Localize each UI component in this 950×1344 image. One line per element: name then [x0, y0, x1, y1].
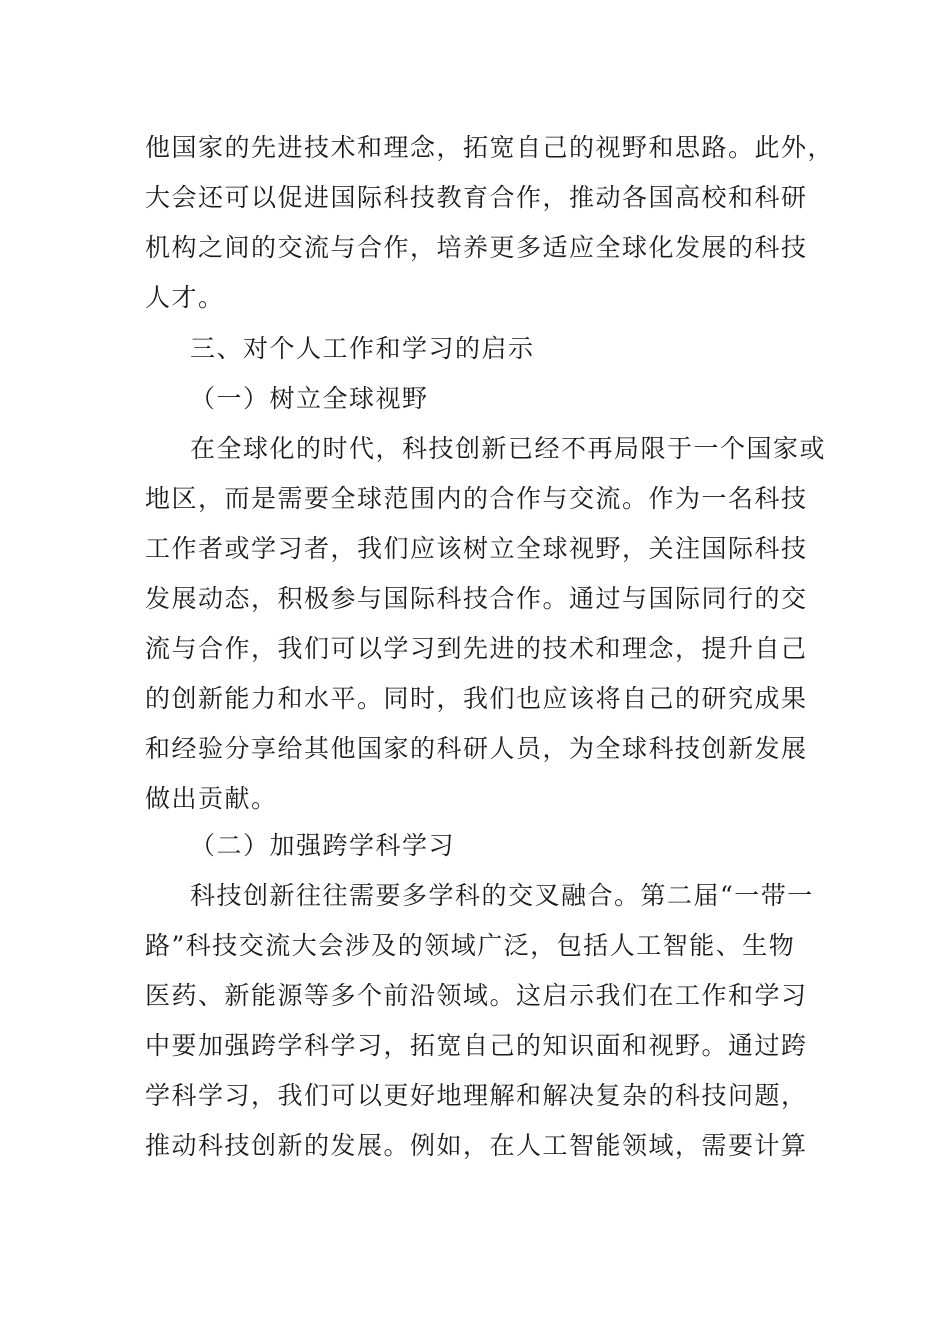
paragraph-line: 他国家的先进技术和理念，拓宽自己的视野和思路。此外， — [145, 133, 835, 162]
paragraph-line: 科技创新往往需要多学科的交叉融合。第二届“一带一 — [190, 881, 814, 910]
paragraph-line: 推动科技创新的发展。例如，在人工智能领域，需要计算 — [145, 1131, 808, 1160]
paragraph-line: 做出贡献。 — [145, 784, 278, 813]
paragraph-line: 工作者或学习者，我们应该树立全球视野，关注国际科技 — [145, 534, 808, 563]
paragraph-line: 和经验分享给其他国家的科研人员，为全球科技创新发展 — [145, 734, 808, 763]
paragraph-line: 人才。 — [145, 283, 225, 312]
paragraph-line: 流与合作，我们可以学习到先进的技术和理念，提升自己 — [145, 634, 808, 663]
paragraph-line: 发展动态，积极参与国际科技合作。通过与国际同行的交 — [145, 584, 808, 613]
paragraph-line: 地区，而是需要全球范围内的合作与交流。作为一名科技 — [145, 484, 808, 513]
paragraph-line: 机构之间的交流与合作，培养更多适应全球化发展的科技 — [145, 233, 808, 262]
paragraph-line: 中要加强跨学科学习，拓宽自己的知识面和视野。通过跨 — [145, 1031, 808, 1060]
section-heading: 三、对个人工作和学习的启示 — [190, 334, 535, 363]
paragraph-line: 路”科技交流大会涉及的领域广泛，包括人工智能、生物 — [145, 931, 796, 960]
paragraph-line: 的创新能力和水平。同时，我们也应该将自己的研究成果 — [145, 684, 808, 713]
paragraph-line: 在全球化的时代，科技创新已经不再局限于一个国家或 — [190, 434, 827, 463]
paragraph-line: 大会还可以促进国际科技教育合作，推动各国高校和科研 — [145, 183, 808, 212]
subsection-heading: （一）树立全球视野 — [190, 384, 429, 413]
paragraph-line: 学科学习，我们可以更好地理解和解决复杂的科技问题， — [145, 1081, 808, 1110]
subsection-heading: （二）加强跨学科学习 — [190, 831, 456, 860]
paragraph-line: 医药、新能源等多个前沿领域。这启示我们在工作和学习 — [145, 981, 808, 1010]
